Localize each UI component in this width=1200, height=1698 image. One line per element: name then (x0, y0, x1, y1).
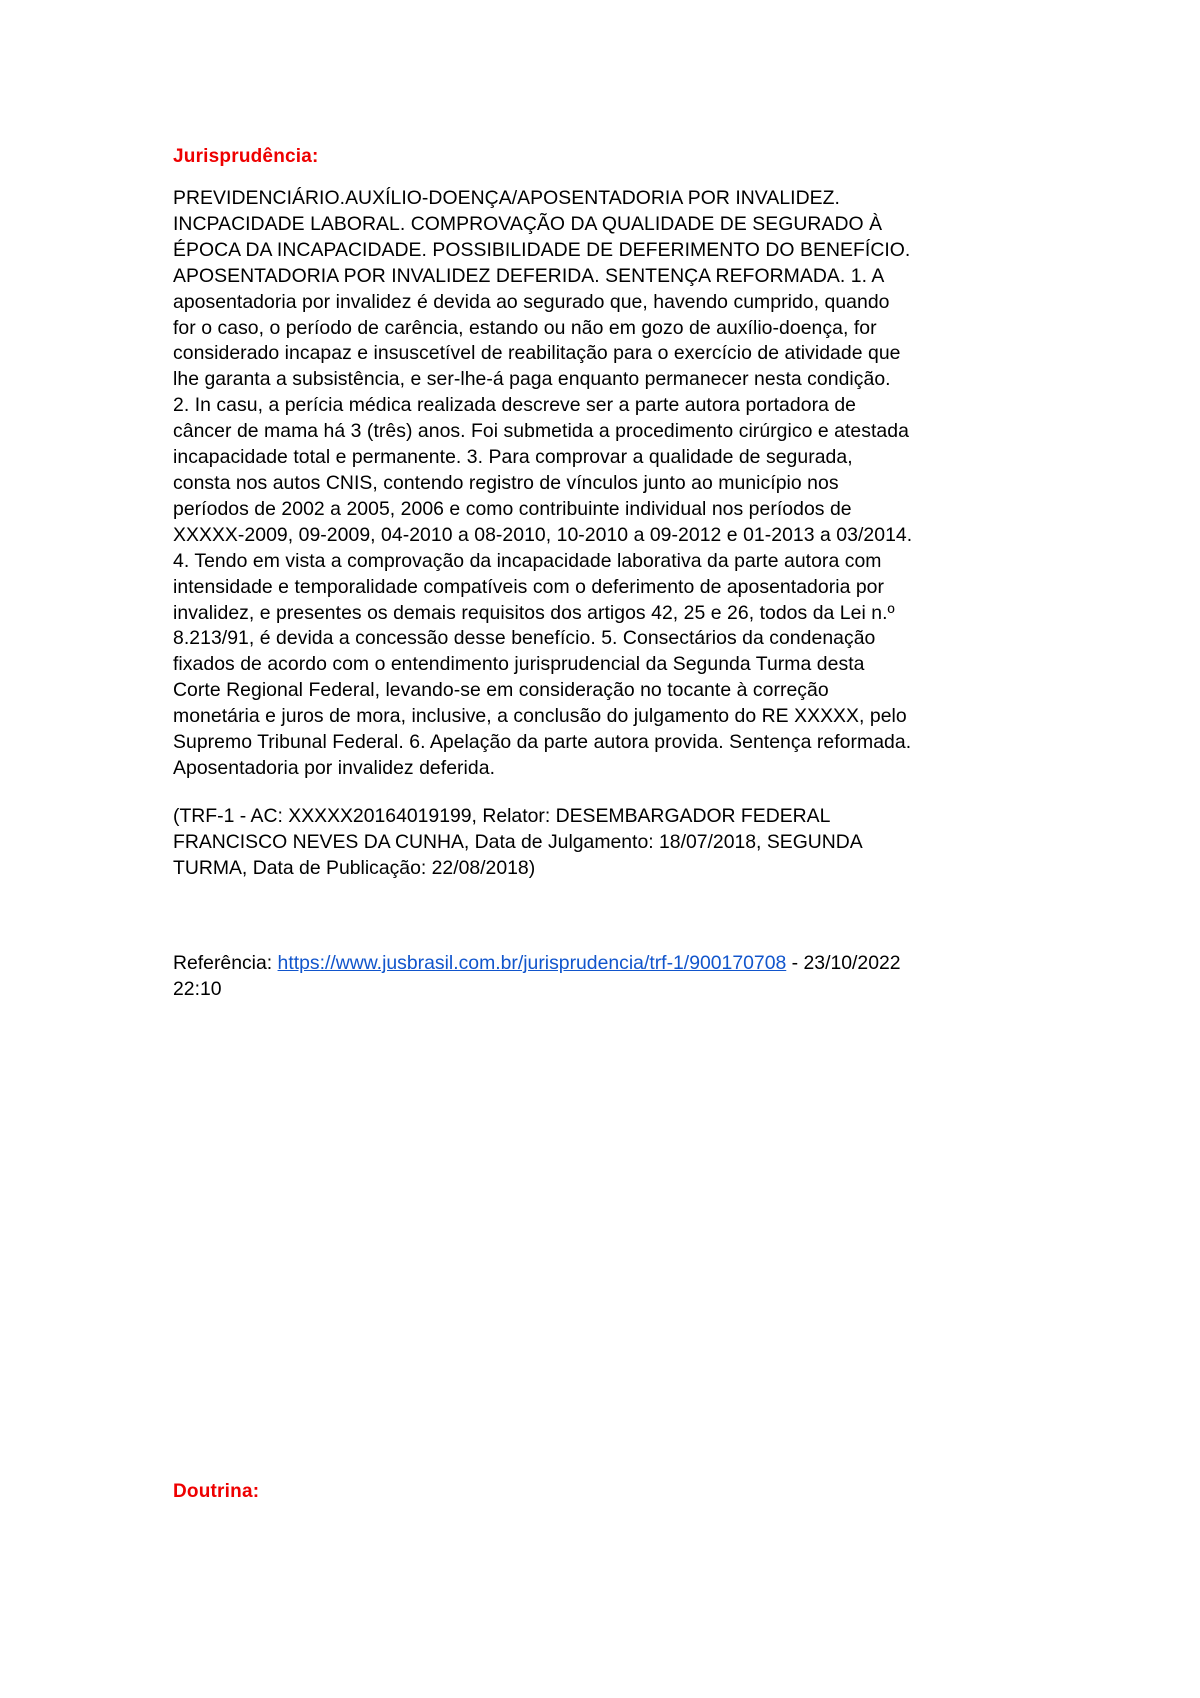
ementa-line: Corte Regional Federal, levando-se em consideração no tocante à correção (173, 679, 829, 702)
ementa-text (173, 186, 1043, 782)
reference-time: 22:10 (173, 977, 222, 1000)
ementa-line: fixados de acordo com o entendimento jurisprudencial da Segunda Turma desta (173, 653, 865, 676)
ementa-line: APOSENTADORIA POR INVALIDEZ DEFERIDA. SENTENÇA REFORMADA. 1. A (173, 264, 885, 287)
ementa-line: considerado incapaz e insuscetível de reabilitação para o exercício de atividade que (173, 342, 901, 365)
ementa-line: Aposentadoria por invalidez deferida. (173, 756, 496, 779)
ementa-line: monetária e juros de mora, inclusive, a conclusão do julgamento do RE XXXXX, pelo (173, 705, 907, 728)
ementa-line: XXXXX-2009, 09-2009, 04-2010 a 08-2010, 10-2010 a 09-2012 e 01-2013 a 03/2014. (173, 523, 913, 546)
citation-line: TURMA, Data de Publicação: 22/08/2018) (173, 856, 536, 879)
jurisprudencia-heading: Jurisprudência: (173, 146, 319, 167)
ementa-line: 8.213/91, é devida a concessão desse benefício. 5. Consectários da condenação (173, 627, 876, 650)
ementa-line: intensidade e temporalidade compatíveis com o deferimento de aposentadoria por (173, 575, 885, 598)
reference-link[interactable]: https://www.jusbrasil.com.br/jurisprudencia/trf-1/900170708 (277, 952, 787, 974)
citation-line: FRANCISCO NEVES DA CUNHA, Data de Julgamento: 18/07/2018, SEGUNDA (173, 830, 863, 853)
ementa-line: for o caso, o período de carência, estando ou não em gozo de auxílio-doença, for (173, 316, 877, 339)
ementa-line: INCPACIDADE LABORAL. COMPROVAÇÃO DA QUALIDADE DE SEGURADO À (173, 212, 883, 235)
citation-text (173, 804, 1043, 882)
ementa-line: períodos de 2002 a 2005, 2006 e como contribuinte individual nos períodos de (173, 497, 852, 520)
ementa-line: Supremo Tribunal Federal. 6. Apelação da parte autora provida. Sentença reformada. (173, 731, 912, 754)
ementa-line: lhe garanta a subsistência, e ser-lhe-á paga enquanto permanecer nesta condição. (173, 368, 891, 391)
ementa-line: ÉPOCA DA INCAPACIDADE. POSSIBILIDADE DE DEFERIMENTO DO BENEFÍCIO. (173, 238, 911, 261)
ementa-line: aposentadoria por invalidez é devida ao segurado que, havendo cumprido, quando (173, 290, 890, 313)
ementa-line: invalidez, e presentes os demais requisitos dos artigos 42, 25 e 26, todos da Lei n.º (173, 601, 895, 624)
citation-line: (TRF-1 - AC: XXXXX20164019199, Relator: DESEMBARGADOR FEDERAL (173, 805, 831, 827)
reference-label: Referência: (173, 952, 278, 974)
reference-block (173, 951, 1053, 1003)
ementa-line: PREVIDENCIÁRIO.AUXÍLIO-DOENÇA/APOSENTADORIA POR INVALIDEZ. (173, 187, 840, 209)
ementa-line: consta nos autos CNIS, contendo registro de vínculos junto ao município nos (173, 471, 839, 494)
ementa-line: câncer de mama há 3 (três) anos. Foi submetida a procedimento cirúrgico e atestada (173, 420, 909, 443)
ementa-line: 4. Tendo em vista a comprovação da incapacidade laborativa da parte autora com (173, 549, 882, 572)
doutrina-heading: Doutrina: (173, 1481, 260, 1502)
reference-date: - 23/10/2022 (786, 952, 901, 974)
reference-line (173, 951, 1053, 977)
ementa-line: incapacidade total e permanente. 3. Para comprovar a qualidade de segurada, (173, 446, 853, 469)
ementa-line: 2. In casu, a perícia médica realizada descreve ser a parte autora portadora de (173, 394, 857, 417)
